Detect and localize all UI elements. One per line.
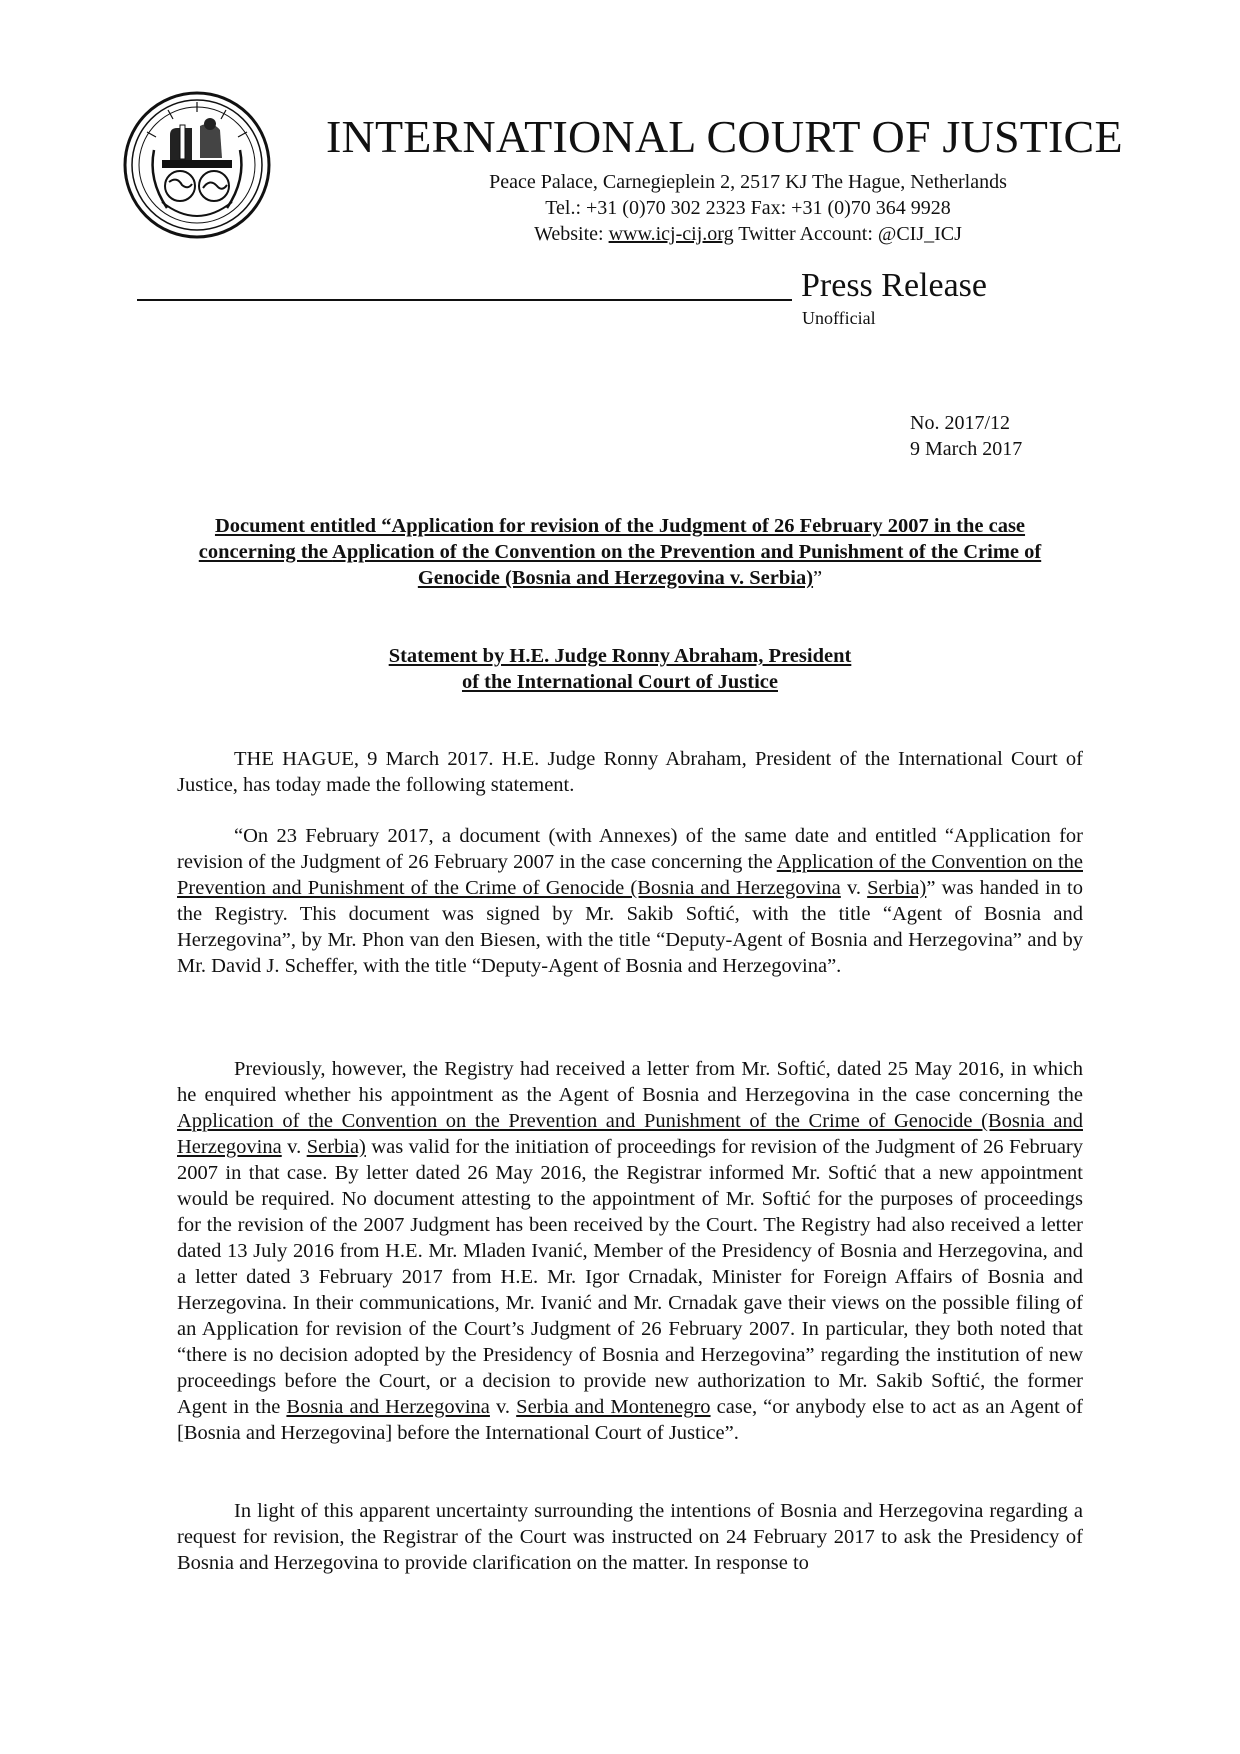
web-line	[438, 223, 1058, 246]
statement-heading-line: of the International Court of Justice	[461, 671, 778, 693]
press-release-subtitle: Unofficial	[802, 308, 876, 328]
release-date: 9 March 2017	[910, 438, 1023, 460]
twitter-account: Twitter Account: @CIJ_ICJ	[738, 223, 962, 245]
document-title: Document entitled “Application for revision of the Judgment of 26 February 2007 in the case concerning the Application of the Convention on the Prevention and Punishment of the Crime of Genocide (Bosnia and Herzegovina v. Serbia)”	[198, 515, 1042, 589]
release-number: No. 2017/12	[910, 412, 1010, 434]
address-line: Peace Palace, Carnegieplein 2, 2517 KJ The Hague, Netherlands	[489, 171, 1007, 193]
contact-line: Tel.: +31 (0)70 302 2323 Fax: +31 (0)70 364 9928	[545, 197, 951, 219]
header-rule	[137, 299, 792, 301]
website-label: Website:	[534, 223, 604, 245]
press-release-title: Press Release	[801, 267, 988, 304]
paragraph: In light of this apparent uncertainty surrounding the intentions of Bosnia and Herzegovina regarding a request for revision, the Registrar of the Court was instructed on 24 February 2017 to ask the Presidency of Bosnia and Herzegovina to provide clarification on the matter. In response to	[177, 1500, 1083, 1574]
statement-heading-line: Statement by H.E. Judge Ronny Abraham, President	[388, 645, 852, 667]
paragraph: Previously, however, the Registry had received a letter from Mr. Softić, dated 25 May 2016, in which he enquired whether his appointment as the Agent of Bosnia and Herzegovina in the case concerning the Application of the Convention on the Prevention and Punishment of the Crime of Genocide (Bosnia and Herzegovina v. Serbia) was valid for the initiation of proceedings for revision of the Judgment of 26 February 2007 in that case. By letter dated 26 May 2016, the Registrar informed Mr. Softić that a new appointment would be required. No document attesting to the appointment of Mr. Softić for the purposes of proceedings for the revision of the 2007 Judgment has been received by the Court. The Registry had also received a letter dated 13 July 2016 from H.E. Mr. Mladen Ivanić, Member of the Presidency of Bosnia and Herzegovina, and a letter dated 3 February 2017 from H.E. Mr. Igor Crnadak, Minister for Foreign Affairs of Bosnia and Herzegovina. In their communications, Mr. Ivanić and Mr. Crnadak gave their views on the possible filing of an Application for revision of the Court’s Judgment of 26 February 2007. In particular, they both noted that “there is no decision adopted by the Presidency of Bosnia and Herzegovina” regarding the institution of new proceedings before the Court, or a decision to provide new authorization to Mr. Sakib Softić, the former Agent in the Bosnia and Herzegovina v. Serbia and Montenegro case, “or anybody else to act as an Agent of [Bosnia and Herzegovina] before the International Court of Justice”.	[177, 1058, 1083, 1444]
paragraph: “On 23 February 2017, a document (with Annexes) of the same date and entitled “Application for revision of the Judgment of 26 February 2007 in the case concerning the Application of the Convention on the Prevention and Punishment of the Crime of Genocide (Bosnia and Herzegovina v. Serbia)” was handed in to the Registry. This document was signed by Mr. Sakib Softić, with the title “Agent of Bosnia and Herzegovina”, by Mr. Phon van den Biesen, with the title “Deputy-Agent of Bosnia and Herzegovina” and by Mr. David J. Scheffer, with the title “Deputy-Agent of Bosnia and Herzegovina”.	[177, 825, 1084, 977]
org-name: INTERNATIONAL COURT OF JUSTICE	[326, 111, 1123, 162]
website-link[interactable]: www.icj-cij.org	[608, 223, 734, 245]
statement-heading	[300, 643, 940, 695]
court-seal-icon	[122, 90, 272, 240]
paragraph: THE HAGUE, 9 March 2017. H.E. Judge Ronny Abraham, President of the International Court of Justice, has today made the following statement.	[177, 748, 1083, 796]
